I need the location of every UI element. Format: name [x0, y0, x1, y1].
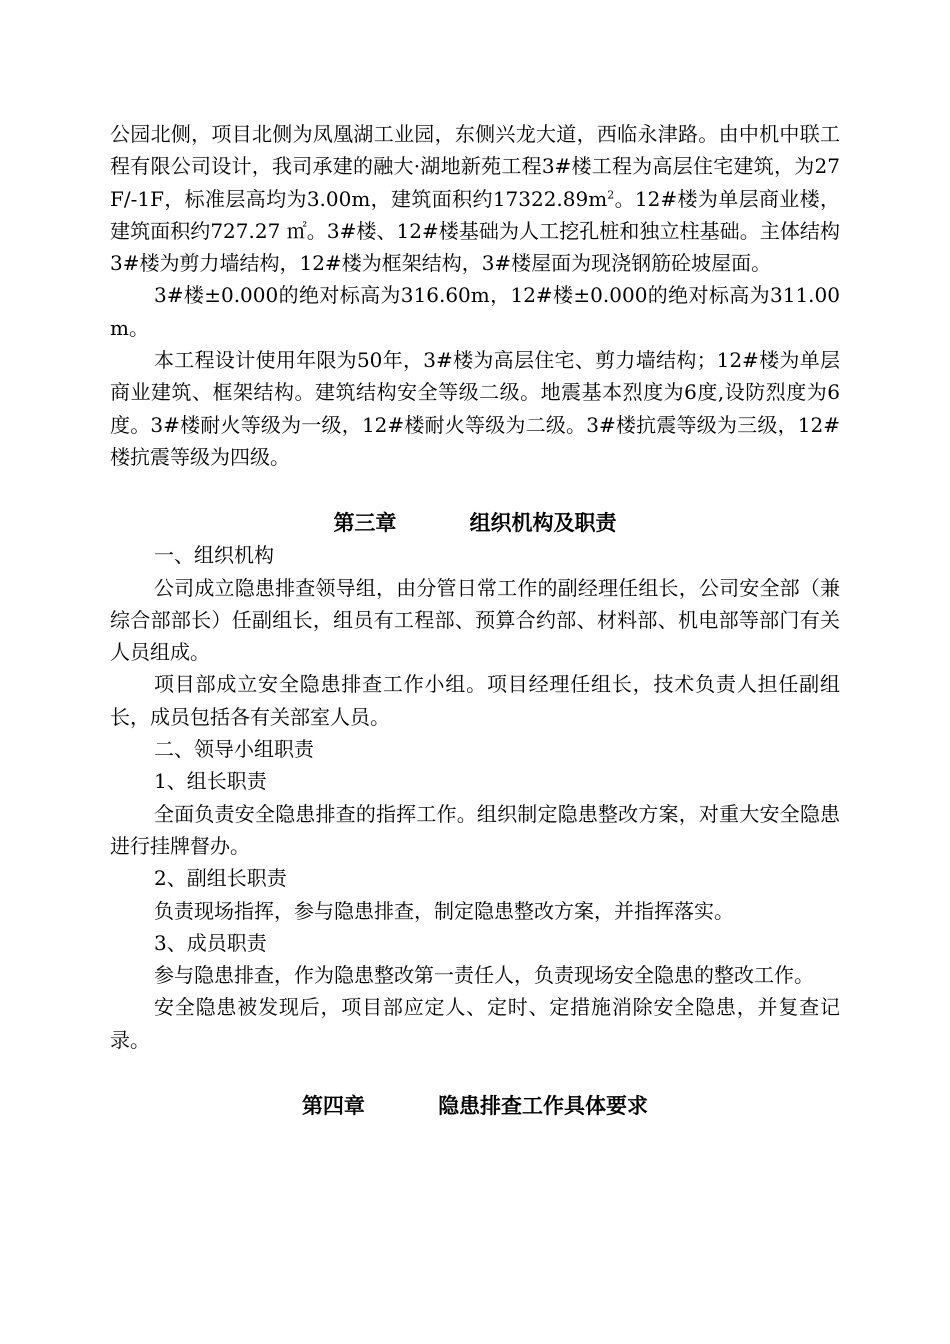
- duty-1-title: 1、组长职责: [154, 769, 267, 794]
- section-org-heading: 一、组织机构: [154, 543, 274, 568]
- chapter-4-title: 隐患排查工作具体要求: [438, 1094, 649, 1119]
- intro-text-2: 。12#楼为单层商业楼，建筑面积约727.27 ㎡。3#楼、12#楼基础为人工挖孔桩和独立柱基础。主体结构3#楼为剪力墙结构，12#楼为框架结构，3#楼屋面为现浇钢筋砼坡屋面。: [110, 186, 840, 276]
- duty-3-text: 参与隐患排查，作为隐患整改第一责任人，负责现场安全隐患的整改工作。: [154, 963, 814, 988]
- document-page: [110, 118, 840, 1122]
- chapter-4-number: 第四章: [301, 1094, 365, 1119]
- org-paragraph-1: 公司成立隐患排查领导组，由分管日常工作的副经理任组长，公司安全部（兼综合部部长）任副组长，组员有工程部、预算合约部、材料部、机电部等部门有关人员组成。: [110, 575, 840, 665]
- section-duty-heading: 二、领导小组职责: [154, 737, 314, 762]
- chapter-4-heading: [110, 1090, 840, 1122]
- duty-1-text: 全面负责安全隐患排查的指挥工作。组织制定隐患整改方案，对重大安全隐患进行挂牌督办。: [110, 801, 840, 858]
- unit-m: m: [588, 186, 608, 211]
- duty-2-title: 2、副组长职责: [154, 866, 287, 891]
- intro-text-1: 公园北侧，项目北侧为凤凰湖工业园，东侧兴龙大道，西临永津路。由中机中联工程有限公司设计，我司承建的融大·湖地新苑工程3#楼工程为高层住宅建筑，为27F/-1F，标准层高均为3.00m，建筑面积约17322.89: [110, 122, 840, 211]
- elevation-paragraph: 3#楼±0.000的绝对标高为316.60m，12#楼±0.000的绝对标高为311.00m。: [110, 283, 840, 340]
- duty-2-text: 负责现场指挥，参与隐患排查，制定隐患整改方案，并指挥落实。: [154, 898, 734, 923]
- design-paragraph: 本工程设计使用年限为50年，3#楼为高层住宅、剪力墙结构；12#楼为单层商业建筑、框架结构。建筑结构安全等级二级。地震基本烈度为6度,设防烈度为6度。3#楼耐火等级为一级，12#楼耐火等级为二级。3#楼抗震等级为三级，12#楼抗震等级为四级。: [110, 348, 840, 469]
- chapter-3-title: 组织机构及职责: [469, 511, 617, 536]
- chapter-3-number: 第三章: [333, 511, 397, 536]
- duty-3-title: 3、成员职责: [154, 930, 267, 955]
- chapter-3-heading: [110, 507, 840, 539]
- intro-paragraph: [110, 118, 840, 279]
- unit-sup: 2: [607, 187, 615, 201]
- org-paragraph-2: 项目部成立安全隐患排查工作小组。项目经理任组长，技术负责人担任副组长，成员包括各有关部室人员。: [110, 672, 840, 729]
- after-paragraph: 安全隐患被发现后，项目部应定人、定时、定措施消除安全隐患，并复查记录。: [110, 995, 840, 1052]
